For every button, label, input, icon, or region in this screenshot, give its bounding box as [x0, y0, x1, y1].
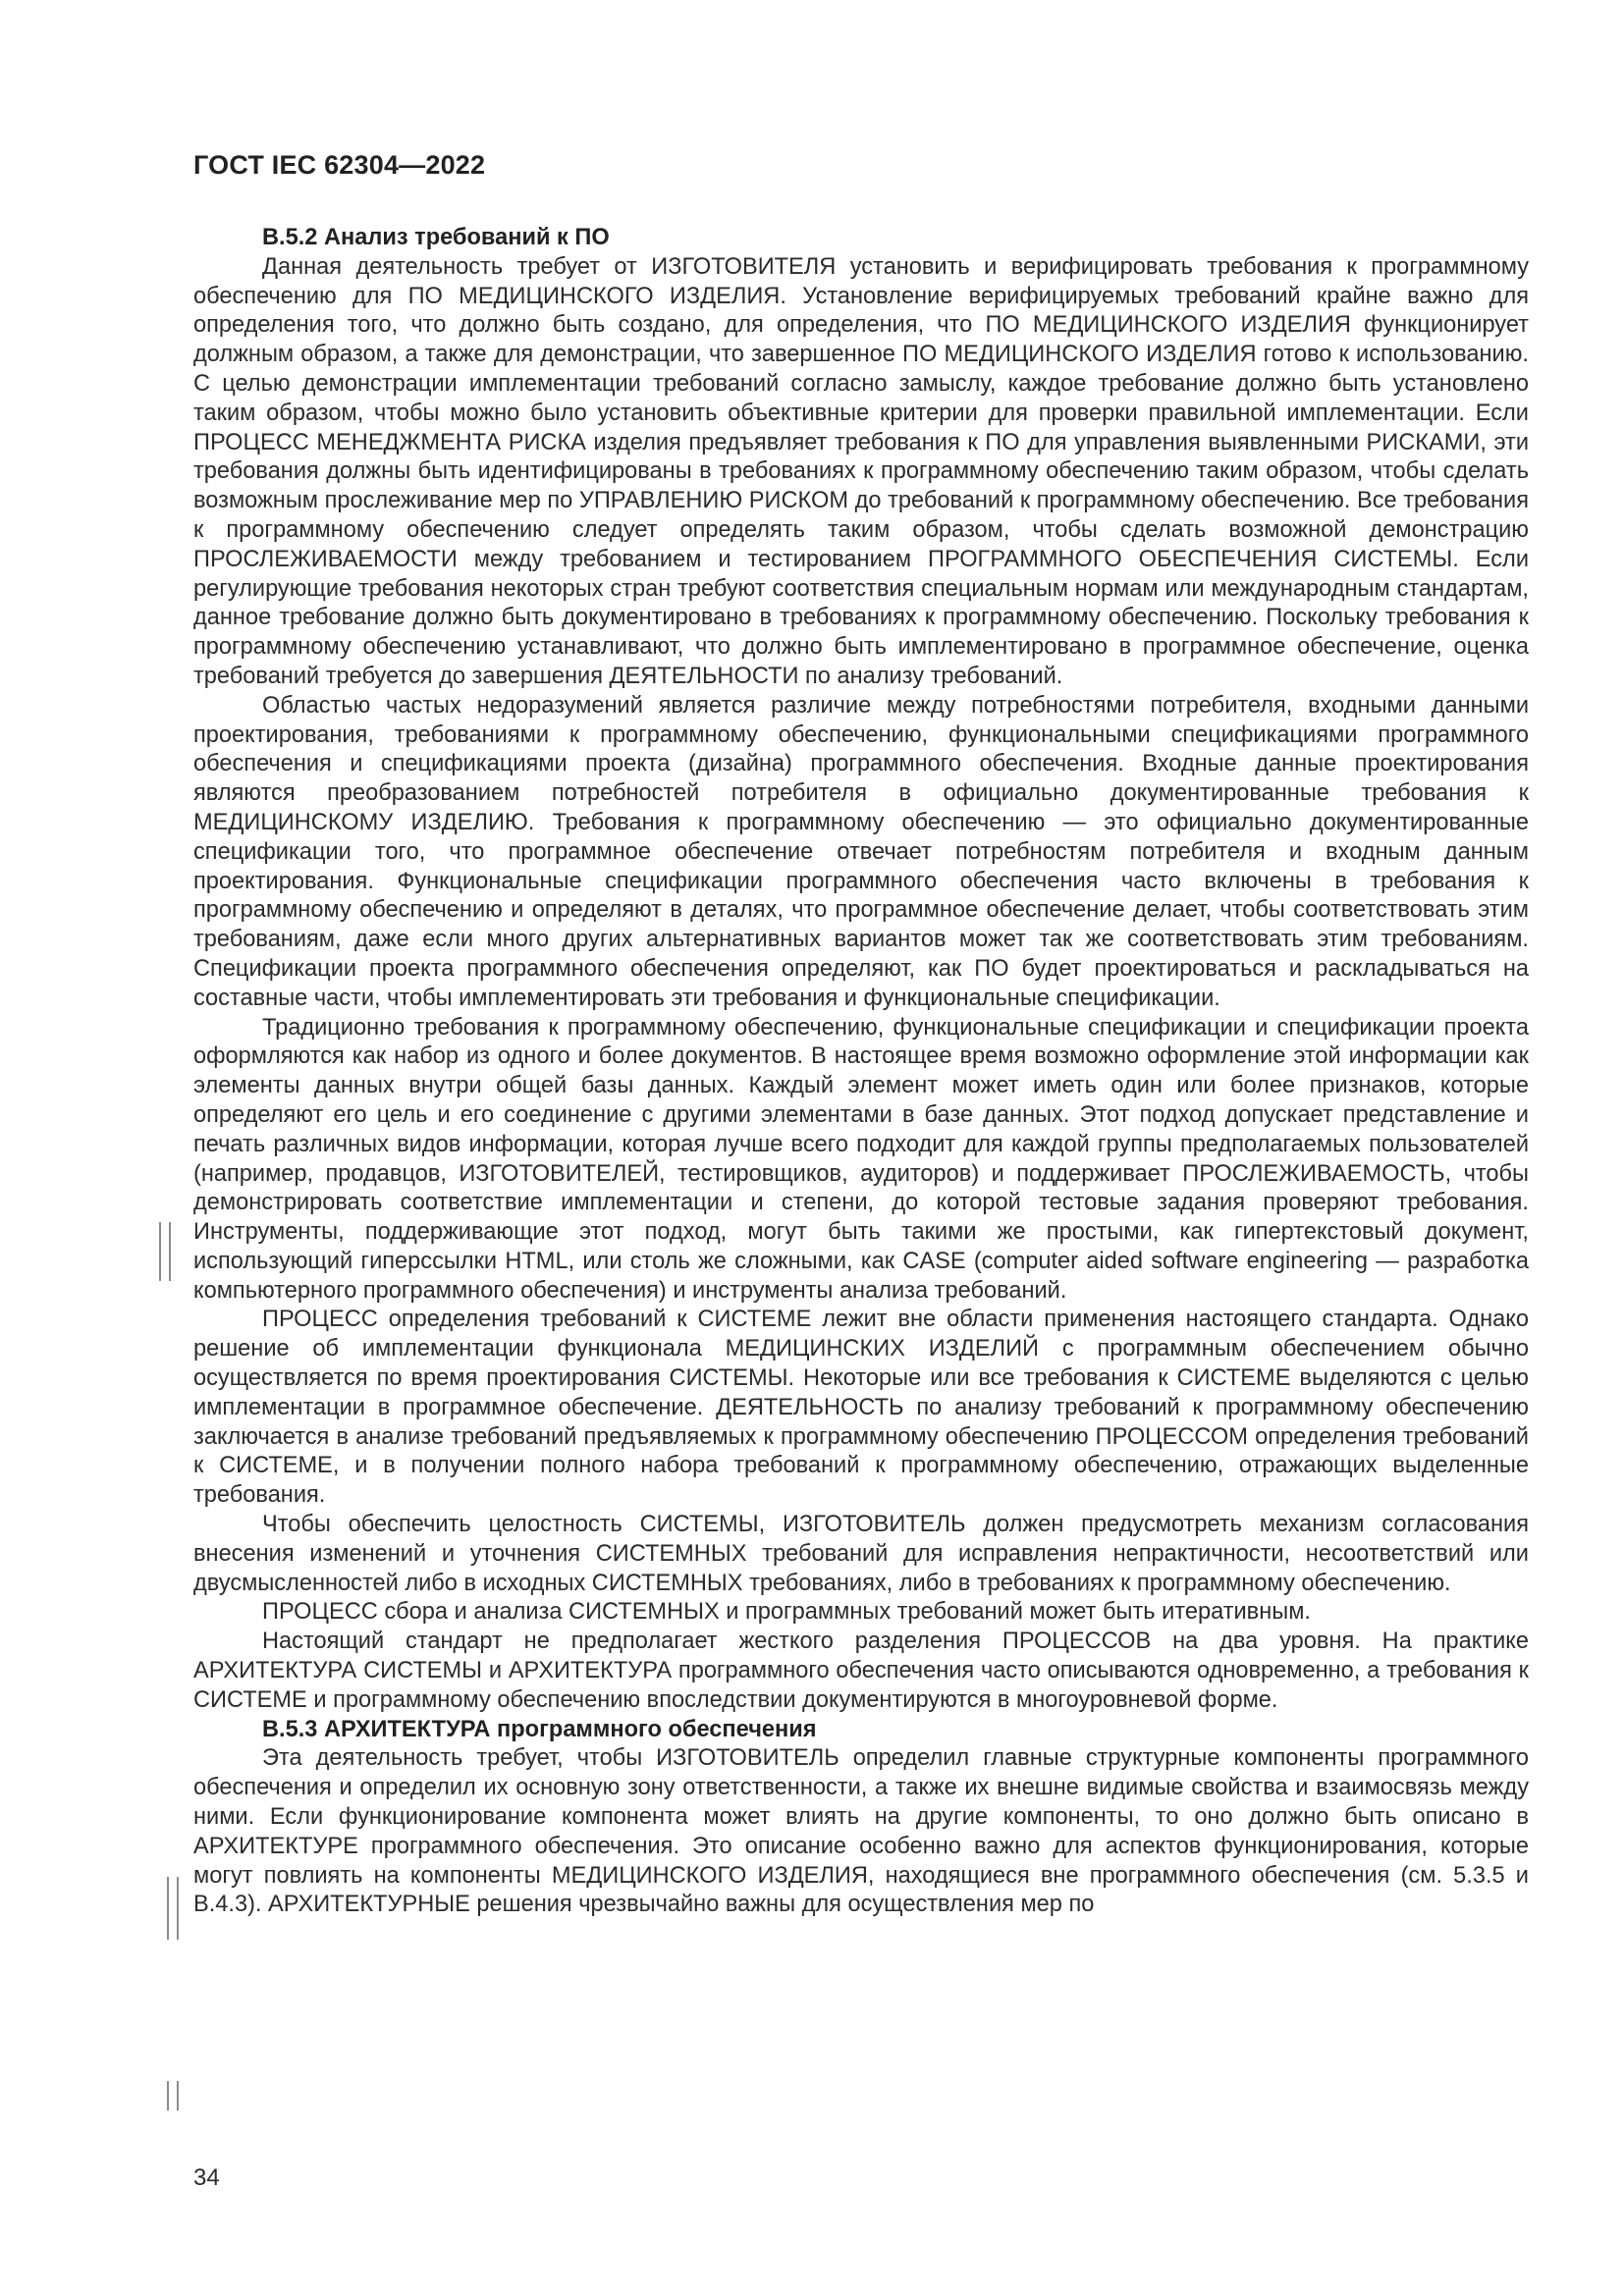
paragraph: Традиционно требования к программному обеспечению, функциональные спецификации и спецификации проекта оформляются как набор из одного и более документов. В настоящее время возможно оформление этой информации как элементы данных внутри общей базы данных. Каждый элемент может иметь один или более признаков, которые определяют его цель и его соединение с другими элементами в базе данных. Этот подход допускает представление и печать различных видов информации, которая лучше всего подходит для каждой группы предполагаемых пользователей (например, продавцов, ИЗГОТОВИТЕЛЕЙ, тестировщиков, аудиторов) и поддерживает ПРОСЛЕЖИВАЕМОСТЬ, чтобы демонстрировать соответствие имплементации и степени, до которой тестовые задания проверяют требования. Инструменты, поддерживающие этот подход, могут быть такими же простыми, как гипертекстовый документ, использующий гиперссылки HTML, или столь же сложными, как CASE (computer aided software engineering — разработка компьютерного программного обеспечения) и инструменты анализа требований. — [193, 1014, 1529, 1304]
paragraph: Эта деятельность требует, чтобы ИЗГОТОВИТЕЛЬ определил главные структурные компоненты программного обеспечения и определил их основную зону ответственности, а также их внешне видимые свойства и взаимосвязь между ними. Если функционирование компонента может влиять на другие компоненты, то оно должно быть описано в АРХИТЕКТУРЕ программного обеспечения. Это описание особенно важно для аспектов функционирования, которые могут повлиять на компоненты МЕДИЦИНСКОГО ИЗДЕЛИЯ, находящиеся вне программного обеспечения (см. 5.3.5 и В.4.3). АРХИТЕКТУРНЫЕ решения чрезвычайно важны для осуществления мер по — [193, 1745, 1529, 1918]
paragraph: Настоящий стандарт не предполагает жесткого разделения ПРОЦЕССОВ на два уровня. На практике АРХИТЕКТУРА СИСТЕМЫ и АРХИТЕКТУРА программного обеспечения часто описываются одновременно, а требования к СИСТЕМЕ и программному обеспечению впоследствии документируются в многоуровневой форме. — [193, 1629, 1529, 1713]
paragraph: ПРОЦЕСС сбора и анализа СИСТЕМНЫХ и программных требований может быть итеративным. — [262, 1599, 1311, 1626]
revision-bar — [159, 1222, 171, 1281]
revision-bar — [167, 2081, 179, 2110]
paragraph: Чтобы обеспечить целостность СИСТЕМЫ, ИЗГОТОВИТЕЛЬ должен предусмотреть механизм согласования внесения изменений и уточнения СИСТЕМНЫХ требований для исправления непрактичности, несоответствий или двусмысленностей либо в исходных СИСТЕМНЫХ требованиях, либо в требованиях к программному обеспечению. — [193, 1512, 1529, 1596]
paragraph: Данная деятельность требует от ИЗГОТОВИТЕЛЯ установить и верифицировать требования к программному обеспечению для ПО МЕДИЦИНСКОГО ИЗДЕЛИЯ. Установление верифицируемых требований крайне важно для определения того, что должно быть создано, для определения, что ПО МЕДИЦИНСКОГО ИЗДЕЛИЯ функционирует должным образом, а также для демонстрации, что завершенное ПО МЕДИЦИНСКОГО ИЗДЕЛИЯ готово к использованию. С целью демонстрации имплементации требований согласно замыслу, каждое требование должно быть установлено таким образом, чтобы можно было установить объективные критерии для проверки правильной имплементации. Если ПРОЦЕСС МЕНЕДЖМЕНТА РИСКА изделия предъявляет требования к ПО для управления выявленными РИСКАМИ, эти требования должны быть идентифицированы в требованиях к программному обеспечению таким образом, чтобы сделать возможным прослеживание мер по УПРАВЛЕНИЮ РИСКОМ до требований к программному обеспечению. Все требования к программному обеспечению следует определять таким образом, чтобы сделать возможной демонстрацию ПРОСЛЕЖИВАЕМОСТИ между требованием и тестированием ПРОГРАММНОГО ОБЕСПЕЧЕНИЯ СИСТЕМЫ. Если регулирующие требования некоторых стран требуют соответствия специальным нормам или международным стандартам, данное требование должно быть документировано в требованиях к программному обеспечению. Поскольку требования к программному обеспечению устанавливают, что должно быть имплементировано в программное обеспечение, оценка требований требуется до завершения ДЕЯТЕЛЬНОСТИ по анализу требований. — [193, 253, 1529, 689]
section-heading-b52: В.5.2 Анализ требований к ПО — [262, 225, 610, 250]
paragraph: ПРОЦЕСС определения требований к СИСТЕМЕ лежит вне области применения настоящего стандарта. Однако решение об имплементации функционала МЕДИЦИНСКИХ ИЗДЕЛИЙ с программным обеспечением обычно осуществляется по время проектирования СИСТЕМЫ. Некоторые или все требования к СИСТЕМЕ выделяются с целью имплементации в программное обеспечение. ДЕЯТЕЛЬНОСТЬ по анализу требований к программному обеспечению заключается в анализе требований предъявляемых к программному обеспечению ПРОЦЕССОМ определения требований к СИСТЕМЕ, и в получении полного набора требований к программному обеспечению, отражающих выделенные требования. — [193, 1307, 1529, 1509]
document-body — [193, 224, 1529, 1920]
paragraph: Областью частых недоразумений является различие между потребностями потребителя, входными данными проектирования, требованиями к программному обеспечению, функциональными спецификациями программного обеспечения и спецификациями проекта (дизайна) программного обеспечения. Входные данные проектирования являются преобразованием потребностей потребителя в официально документированные требования к МЕДИЦИНСКОМУ ИЗДЕЛИЮ. Требования к программному обеспечению — это официально документированные спецификации того, что программное обеспечение отвечает потребностям потребителя и входным данным проектирования. Функциональные спецификации программного обеспечения часто включены в требования к программному обеспечению и определяют в деталях, что программное обеспечение делает, чтобы соответствовать этим требованиям, даже если много других альтернативных вариантов может так же соответствовать этим требованиям. Спецификации проекта программного обеспечения определяют, как ПО будет проектироваться и раскладываться на составные части, чтобы имплементировать эти требования и функциональные спецификации. — [193, 692, 1529, 1011]
page-number: 34 — [193, 2164, 220, 2191]
document-header: ГОСТ IEC 62304—2022 — [193, 150, 486, 180]
section-heading-b53: В.5.3 АРХИТЕКТУРА программного обеспечения — [262, 1716, 817, 1742]
revision-bar — [167, 1877, 179, 1940]
